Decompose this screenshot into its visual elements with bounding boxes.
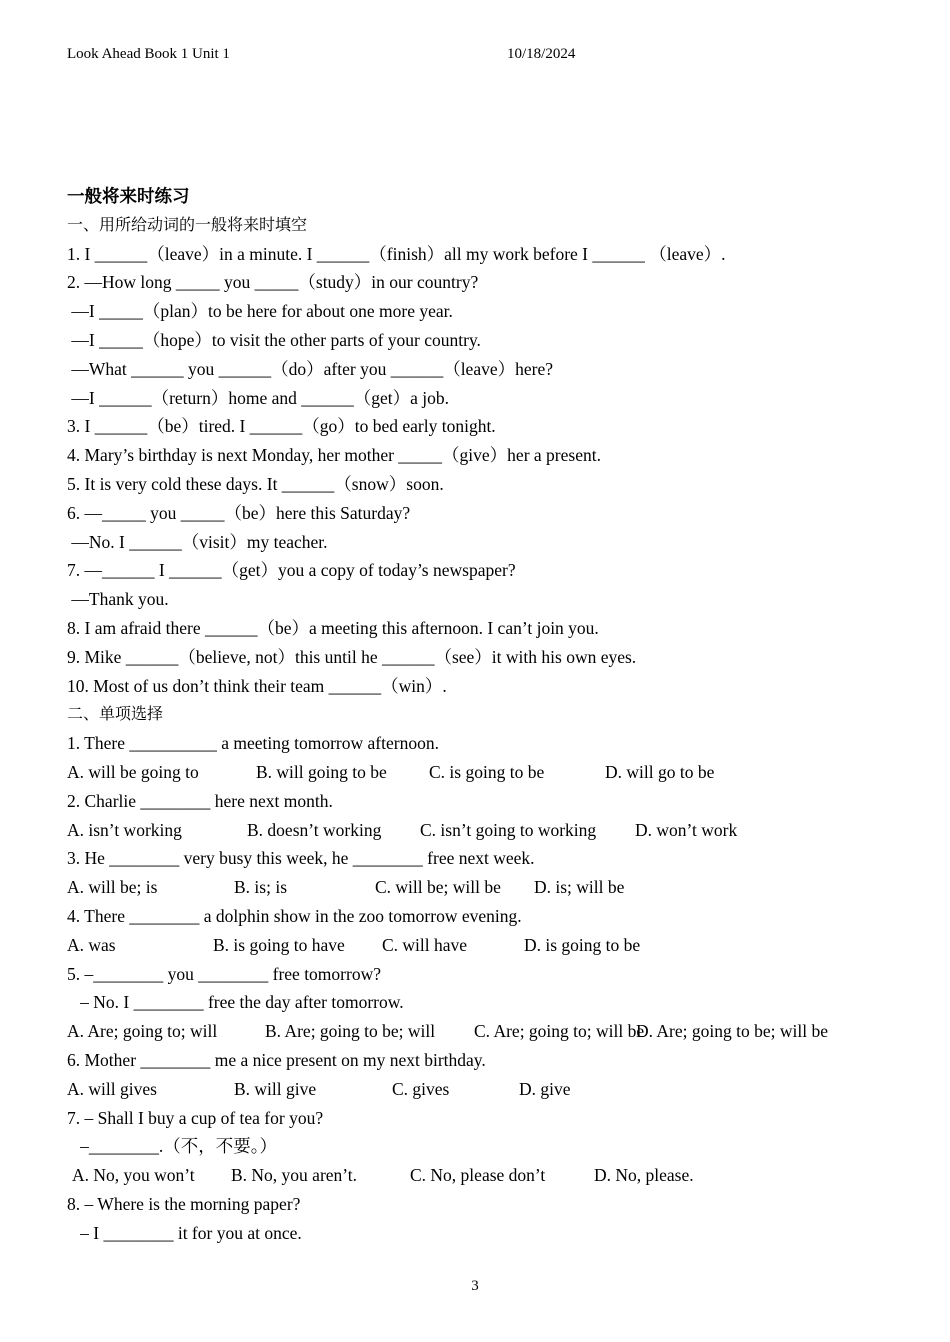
options-row — [67, 1161, 887, 1190]
section2-heading: 二、单项选择 — [67, 704, 164, 724]
question-stem: 8. – Where is the morning paper? — [67, 1193, 301, 1214]
option-d: D. No, please. — [594, 1165, 694, 1186]
option-a: A. will be; is — [67, 877, 158, 898]
question-stem: 1. There __________ a meeting tomorrow afternoon. — [67, 733, 439, 754]
option-c: C. will be; will be — [375, 877, 501, 898]
option-a: A. isn’t working — [67, 819, 182, 840]
exercise-line: 1. I ______（leave）in a minute. I ______（finish）all my work before I ______ （leave）. — [67, 243, 726, 264]
option-a: A. No, you won’t — [72, 1165, 195, 1186]
exercise-line: 5. It is very cold these days. It ______（snow）soon. — [67, 473, 444, 494]
options-row — [67, 1017, 887, 1046]
option-c: C. gives — [392, 1078, 450, 1099]
option-a: A. Are; going to; will — [67, 1021, 218, 1042]
options-row — [67, 931, 887, 960]
option-b: B. No, you aren’t. — [231, 1165, 358, 1186]
option-b: B. is going to have — [213, 934, 345, 955]
exercise-line: 10. Most of us don’t think their team ______（win）. — [67, 675, 447, 696]
exercise-line: 9. Mike ______（believe, not）this until he ______（see）it with his own eyes. — [67, 646, 637, 667]
worksheet-body — [67, 182, 887, 1247]
options-row — [67, 816, 887, 845]
option-c: C. isn’t going to working — [420, 819, 597, 840]
exercise-line: —I _____（hope）to visit the other parts of your country. — [67, 329, 481, 350]
exercise-line: 6. —_____ you _____（be）here this Saturday? — [67, 502, 411, 523]
exercise-line: 3. I ______（be）tired. I ______（go）to bed early tonight. — [67, 416, 496, 437]
option-b: B. Are; going to be; will — [265, 1021, 436, 1042]
option-b: B. doesn’t working — [247, 819, 382, 840]
option-b: B. will give — [234, 1078, 317, 1099]
option-d: D. won’t work — [635, 819, 738, 840]
option-c: C. will have — [382, 934, 468, 955]
question-stem: – No. I ________ free the day after tomorrow. — [67, 992, 404, 1013]
question-stem: 7. – Shall I buy a cup of tea for you? — [67, 1107, 324, 1128]
options-row — [67, 873, 887, 902]
exercise-line: 4. Mary’s birthday is next Monday, her mother _____（give）her a present. — [67, 445, 601, 466]
question-stem: 3. He ________ very busy this week, he ________ free next week. — [67, 848, 535, 869]
section1-lines — [67, 240, 887, 701]
option-c: C. Are; going to; will be — [474, 1021, 645, 1042]
option-a: A. will gives — [67, 1078, 157, 1099]
page-number: 3 — [471, 1278, 479, 1294]
section2-questions — [67, 729, 887, 1247]
exercise-line: 7. —______ I ______（get）you a copy of today’s newspaper? — [67, 560, 516, 581]
option-d: D. give — [519, 1078, 571, 1099]
exercise-line: —What ______ you ______（do）after you ______（leave）here? — [67, 358, 553, 379]
exercise-line: —Thank you. — [67, 589, 169, 610]
question-stem: – I ________ it for you at once. — [67, 1222, 302, 1243]
option-c: C. is going to be — [429, 761, 545, 782]
option-a: A. will be going to — [67, 761, 199, 782]
exercise-line: 8. I am afraid there ______（be）a meeting this afternoon. I can’t join you. — [67, 617, 599, 638]
option-a: A. was — [67, 934, 116, 955]
exercise-line: 2. —How long _____ you _____（study）in our country? — [67, 272, 479, 293]
question-stem: 5. –________ you ________ free tomorrow? — [67, 963, 381, 984]
question-stem: 4. There ________ a dolphin show in the zoo tomorrow evening. — [67, 905, 522, 926]
option-d: D. will go to be — [605, 761, 715, 782]
exercise-line: —I _____（plan）to be here for about one more year. — [67, 301, 453, 322]
section1-heading: 一、用所给动词的一般将来时填空 — [67, 214, 308, 234]
exercise-line: —I ______（return）home and ______（get）a job. — [67, 387, 450, 408]
options-row — [67, 758, 887, 787]
option-b: B. is; is — [234, 877, 288, 898]
header-date: 10/18/2024 — [507, 46, 576, 62]
question-stem: –________.（不，不要。） — [67, 1136, 277, 1157]
option-d: D. is; will be — [534, 877, 625, 898]
option-c: C. No, please don’t — [410, 1165, 546, 1186]
exercise-line: —No. I ______（visit）my teacher. — [67, 531, 328, 552]
option-b: B. will going to be — [256, 761, 387, 782]
header-left: Look Ahead Book 1 Unit 1 — [67, 46, 230, 62]
option-d: D. Are; going to be; will be — [636, 1021, 828, 1042]
question-stem: 6. Mother ________ me a nice present on my next birthday. — [67, 1049, 486, 1070]
question-stem: 2. Charlie ________ here next month. — [67, 790, 333, 811]
option-d: D. is going to be — [524, 934, 641, 955]
options-row — [67, 1075, 887, 1104]
worksheet-title: 一般将来时练习 — [67, 186, 190, 206]
